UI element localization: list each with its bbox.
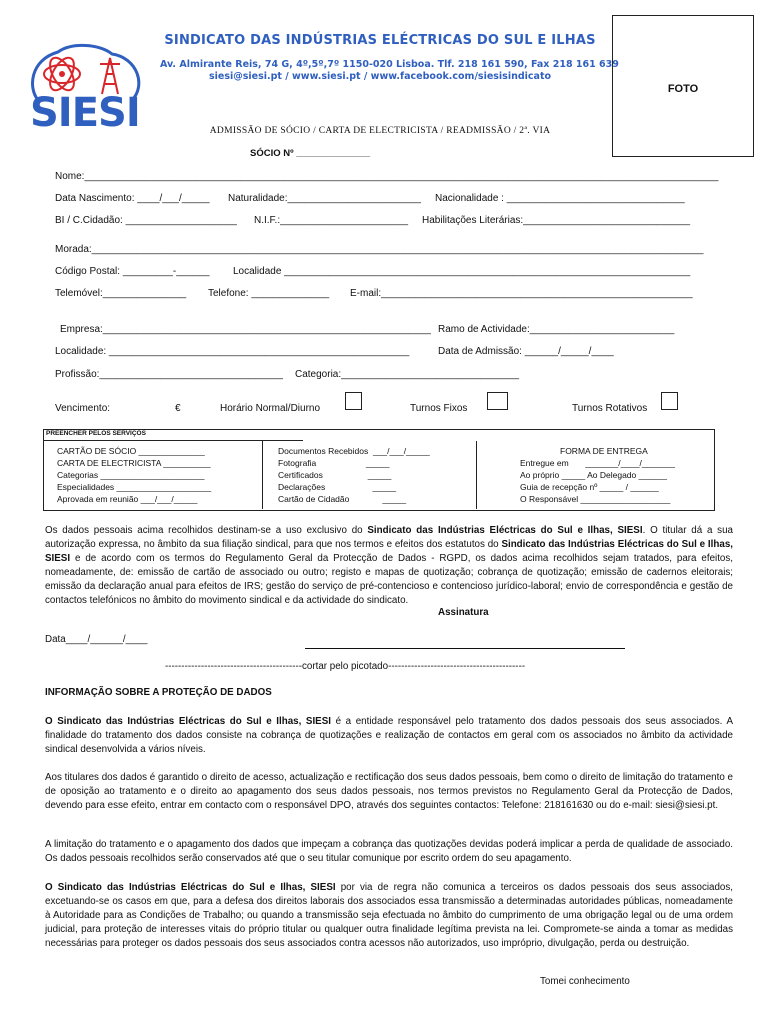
service-field[interactable]: Especialidades ____________________ xyxy=(57,482,212,492)
photo-box[interactable] xyxy=(612,15,754,157)
signature-line[interactable] xyxy=(305,648,625,649)
phone-field[interactable]: Telefone: ______________ xyxy=(208,288,330,299)
normal-schedule-checkbox[interactable] xyxy=(345,392,362,410)
delivery-field[interactable]: O Responsável ___________________ xyxy=(520,494,671,504)
service-field[interactable]: Cartão de Cidadão _____ xyxy=(278,494,407,504)
service-field[interactable]: CARTÃO DE SÓCIO ______________ xyxy=(57,446,205,456)
services-column-divider xyxy=(476,441,477,509)
locality-field[interactable]: Localidade _________________________________________________________________________ xyxy=(233,266,691,277)
email-field[interactable]: E-mail:________________________________________________________ xyxy=(350,288,693,299)
company-field[interactable]: Empresa:___________________________________________________________ xyxy=(60,324,431,335)
birthplace-field[interactable]: Naturalidade:________________________ xyxy=(228,193,421,204)
privacy-title: INFORMAÇÃO SOBRE A PROTEÇÃO DE DADOS xyxy=(45,687,272,698)
euro-symbol: € xyxy=(175,403,181,414)
salary-label[interactable]: Vencimento: xyxy=(55,403,111,414)
activity-sector-field[interactable]: Ramo de Actividade:__________________________ xyxy=(438,324,675,335)
document-title: ADMISSÃO DE SÓCIO / CARTA DE ELECTRICISTA / READMISSÃO / 2ª. VIA xyxy=(209,126,551,136)
rotating-shifts-label: Turnos Rotativos xyxy=(572,403,648,414)
siesi-logo xyxy=(20,38,152,138)
service-field[interactable]: Declarações _____ xyxy=(278,482,397,492)
nif-field[interactable]: N.I.F.:_______________________ xyxy=(254,215,409,226)
service-field[interactable]: Certificados _____ xyxy=(278,470,392,480)
profession-field[interactable]: Profissão:_________________________________ xyxy=(55,369,283,380)
fixed-shifts-label: Turnos Fixos xyxy=(410,403,468,414)
delivery-field[interactable]: Guia de recepção nº _____ / ______ xyxy=(520,482,659,492)
postal-code-field[interactable]: Código Postal: _________-______ xyxy=(55,266,210,277)
privacy-paragraph: Aos titulares dos dados é garantido o direito de acesso, actualização e rectificação dos seus dados pessoais, bem como o direito de limitação do tratamento e de oposição ao tratamento e o direito ao apagamento dos seus dados pessoais, nos termos previstos no Regulamento Geral da Protecção de Dados, devendo para esse efeito, entrar em contacto com o responsável DPO, através dos seguintes contactos: Telefone: 218161630 ou do e-mail: siesi@siesi.pt. xyxy=(45,772,733,811)
delivery-title: FORMA DE ENTREGA xyxy=(560,446,648,456)
services-column-divider xyxy=(262,441,263,509)
service-field[interactable]: Categorias ______________________ xyxy=(57,470,205,480)
service-field[interactable]: Fotografia _____ xyxy=(278,458,390,468)
consent-paragraph: Os dados pessoais acima recolhidos destinam-se a uso exclusivo do Sindicato das Indústrias Eléctricas do Sul e Ilhas, SIESI. O titular dá a sua autorização expressa, no âmbito da sua filiação sindical, para que nos termos e efeitos dos estatutos do Sindicato das Indústrias Eléctricas do Sul e Ilhas, SIESI e de acordo com os termos do Regulamento Geral da Protecção de Dados - RGPD, os dados acima recolhidos sejam tratados, para efeitos, nomeadamente, de: emissão de cartão de associado ou outro; registo e mapas de quotização; cobrança de quotização; emissão de cadernos eleitorais; emissão da declaração anual para efeitos de IRS; gestão do serviço de pré-contencioso e contencioso jurídico-laboral; envio de correspondência e gestão de contactos telefónicos no âmbito do movimento sindical e da actividade do sindicato. xyxy=(45,525,733,606)
education-field[interactable]: Habilitações Literárias:______________________________ xyxy=(422,215,691,226)
category-field[interactable]: Categoria:________________________________ xyxy=(295,369,520,380)
birthdate-field[interactable]: Data Nascimento: ____/___/_____ xyxy=(55,193,210,204)
admission-date-field[interactable]: Data de Admissão: ______/_____/____ xyxy=(438,346,614,357)
logo-text: SIESI xyxy=(30,90,140,136)
rotating-shifts-checkbox[interactable] xyxy=(661,392,678,410)
delivery-field[interactable]: Ao próprio _____ Ao Delegado ______ xyxy=(520,470,667,480)
delivery-field[interactable]: Entregue em _______/____/_______ xyxy=(520,458,676,468)
date-field[interactable]: Data____/______/____ xyxy=(45,634,148,645)
work-locality-field[interactable]: Localidade: ______________________________________________________ xyxy=(55,346,410,357)
services-header: PREENCHER PELOS SERVIÇOS xyxy=(46,430,146,437)
organization-name: SINDICATO DAS INDÚSTRIAS ELÉCTRICAS DO SUL E ILHAS xyxy=(164,33,596,48)
normal-schedule-label: Horário Normal/Diurno xyxy=(220,403,321,414)
signature-label: Assinatura xyxy=(438,607,489,618)
photo-label: FOTO xyxy=(667,83,699,95)
address-field[interactable]: Morada:______________________________________________________________________________________________________________ xyxy=(55,244,704,255)
services-header-divider xyxy=(43,440,303,441)
name-field[interactable]: Nome:__________________________________________________________________________________________________________________ xyxy=(55,171,719,182)
service-field[interactable]: CARTA DE ELECTRICISTA __________ xyxy=(57,458,211,468)
mobile-field[interactable]: Telemóvel:_______________ xyxy=(55,288,187,299)
service-field[interactable]: Documentos Recebidos ___/___/_____ xyxy=(278,446,430,456)
organization-contacts: siesi@siesi.pt / www.siesi.pt / www.facebook.com/siesisindicato xyxy=(208,71,552,82)
fixed-shifts-checkbox[interactable] xyxy=(487,392,508,410)
socio-number[interactable]: SÓCIO Nº ______________ xyxy=(250,148,371,159)
cut-line: ------------------------------------------cortar pelo picotado------------------------------------------ xyxy=(165,661,526,672)
privacy-paragraph: O Sindicato das Indústrias Eléctricas do Sul e Ilhas, SIESI é a entidade responsável pelo tratamento dos dados pessoais dos seus associados. A finalidade do tratamento dos dados consiste na cobrança de quotizações e realização de contactos em geral com os associados no âmbito da actividade sindical desenvolvida a vários níveis. xyxy=(45,716,733,755)
organization-address: Av. Almirante Reis, 74 G, 4º,5º,7º 1150-020 Lisboa. Tlf. 218 161 590, Fax 218 161 639 xyxy=(160,59,619,70)
acknowledge-label: Tomei conhecimento xyxy=(540,976,630,987)
privacy-paragraph: O Sindicato das Indústrias Eléctricas do Sul e Ilhas, SIESI por via de regra não comunica a terceiros os dados pessoais dos seus associados, excetuando-se os casos em que, para a defesa dos direitos laborais dos associados essa transmissão a determinadas autoridades públicas, nomeadamente à Autoridade para as Condições de Trabalho; ou quando a transmissão seja efectuada no âmbito do cumprimento de uma obrigação legal ou de uma ordem judicial, para proteção de interesses vitais do próprio titular ou qualquer outra finalidade legítima prevista na lei. Compromete-se ainda a tomar as medidas necessárias para proteger os dados pessoais dos seus associados contra acessos não autorizados, uso impróprio, divulgação, perda ou destruição. xyxy=(45,882,733,949)
privacy-paragraph: A limitação do tratamento e o apagamento dos dados que impeçam a cobrança das quotizações devidas poderá implicar a perda de qualidade de associado. Os dados pessoais recolhidos serão conservados até que o seu titular comunique por escrito ordem do seu apagamento. xyxy=(45,839,733,864)
id-card-field[interactable]: BI / C.Cidadão: ____________________ xyxy=(55,215,237,226)
service-field[interactable]: Aprovada em reunião ___/___/_____ xyxy=(57,494,198,504)
nationality-field[interactable]: Nacionalidade : ________________________________ xyxy=(435,193,685,204)
